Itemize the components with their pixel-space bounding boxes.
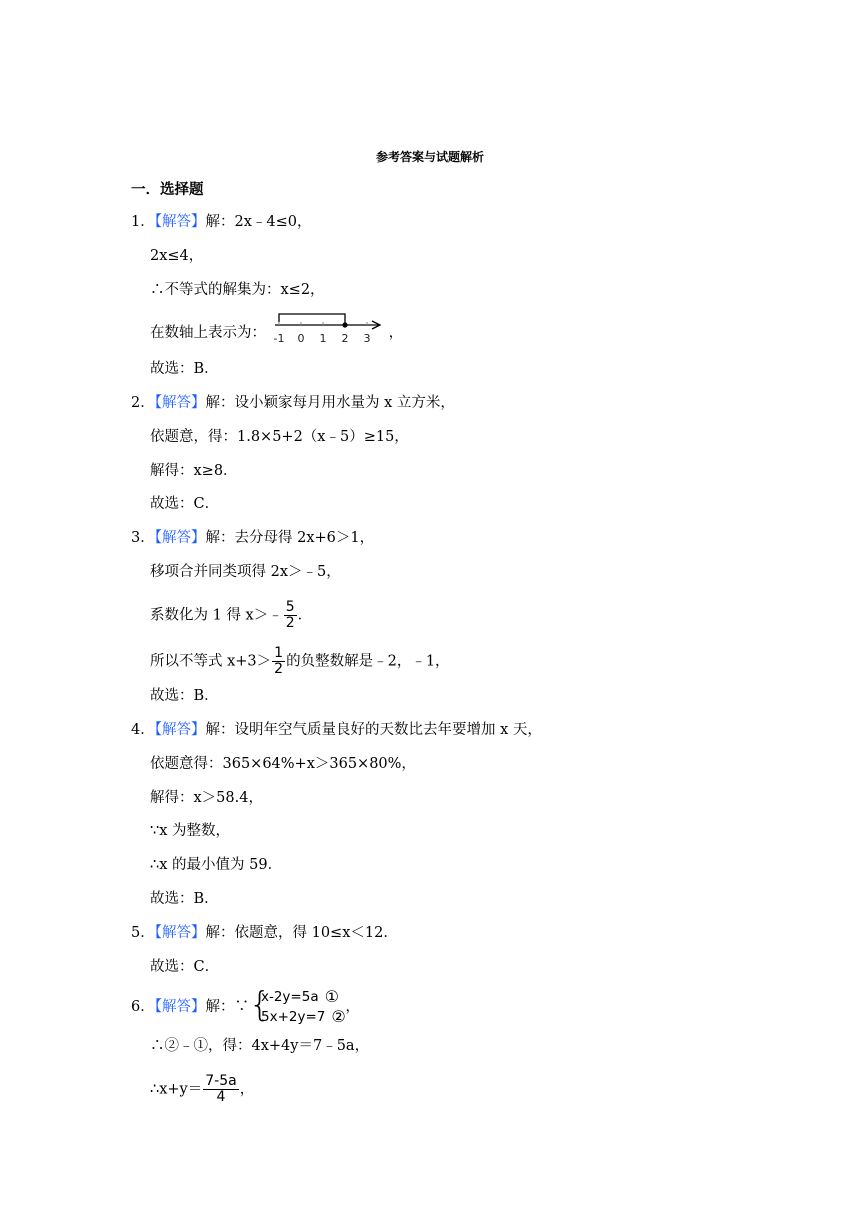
answer-tag: 【解答】 xyxy=(154,395,206,411)
q1-line-2: 2x≤4， xyxy=(150,248,204,264)
axis-label: 1 xyxy=(319,332,327,345)
answer-tag: 【解答】 xyxy=(154,999,206,1015)
section-heading: 一．选择题 xyxy=(131,182,204,198)
q1-text-4-end: ， xyxy=(388,325,404,341)
fraction-denominator: 4 xyxy=(216,1089,226,1105)
q3-text-4: 所以不等式 x+3＞ xyxy=(150,653,272,670)
q1-line-4 xyxy=(150,319,403,347)
q2-number: 2． xyxy=(131,395,155,411)
q1-line-3: ∴不等式的解集为：x≤2， xyxy=(150,282,325,298)
q4-number: 4． xyxy=(131,722,155,738)
answer-tag: 【解答】 xyxy=(154,214,206,230)
q4-line-3: 解得：x＞58.4， xyxy=(150,790,263,806)
q4-text-1: 解：设明年空气质量良好的天数比去年要增加 x 天， xyxy=(205,722,542,738)
q6-text-1: 解：∵ xyxy=(205,999,249,1015)
q2-line-2: 依题意，得：1.8×5+2（x﹣5）≥15， xyxy=(150,429,409,445)
q6-text-3-end: ， xyxy=(239,1081,255,1098)
q4-line-6: 故选：B． xyxy=(150,891,219,907)
brace-icon: { xyxy=(248,985,271,1025)
q2-line-4: 故选：C． xyxy=(150,496,220,512)
q6-line-2: ∴②﹣①，得：4x+4y＝7﹣5a， xyxy=(150,1038,370,1054)
q1-line-5: 故选：B． xyxy=(150,361,219,377)
q1-text-1: 解：2x﹣4≤0， xyxy=(205,214,312,230)
fraction-numerator: 1 xyxy=(274,645,284,661)
q3-text-3-end: ． xyxy=(297,607,313,624)
fraction xyxy=(203,1074,238,1105)
q4-line-5: ∴x 的最小值为 59． xyxy=(150,857,283,873)
q2-line-1 xyxy=(131,393,455,413)
q6-line-3 xyxy=(150,1074,254,1105)
q1-line-1 xyxy=(131,212,312,232)
q2-text-1: 解：设小颖家每月用水量为 x 立方米， xyxy=(205,395,455,411)
fraction xyxy=(284,600,297,631)
q3-line-4 xyxy=(150,646,450,677)
axis-label: 0 xyxy=(297,332,305,345)
q5-text-1: 解：依题意，得 10≤x＜12． xyxy=(205,925,398,941)
q4-line-2: 依题意得：365×64%+x＞365×80%， xyxy=(150,756,416,772)
answer-tag: 【解答】 xyxy=(154,530,206,546)
q5-number: 5． xyxy=(131,925,155,941)
q1-number: 1． xyxy=(131,214,155,230)
fraction xyxy=(272,646,285,677)
answer-tag: 【解答】 xyxy=(154,722,206,738)
equation-2-tag: ② xyxy=(331,1007,346,1026)
q6-text-1-end: ， xyxy=(345,999,360,1015)
q3-line-3 xyxy=(150,600,312,631)
equation-1-tag: ① xyxy=(324,987,339,1006)
q6-line-1 xyxy=(131,984,360,1030)
axis-label: 2 xyxy=(341,332,349,345)
answer-tag: 【解答】 xyxy=(154,925,206,941)
fraction-numerator: 7-5a xyxy=(205,1073,237,1089)
q5-line-1 xyxy=(131,923,398,943)
page-title: 参考答案与试题解析 xyxy=(375,150,484,164)
q2-line-3: 解得：x≥8． xyxy=(150,463,238,479)
q3-line-1 xyxy=(131,528,374,548)
fraction-denominator: 2 xyxy=(285,615,295,631)
q6-number: 6． xyxy=(131,999,155,1015)
q3-number: 3． xyxy=(131,530,155,546)
q5-line-2: 故选：C． xyxy=(150,959,220,975)
q3-text-3: 系数化为 1 得 x＞﹣ xyxy=(150,607,283,624)
axis-label: 3 xyxy=(363,332,371,345)
axis-label: -1 xyxy=(273,332,285,345)
q1-text-4: 在数轴上表示为： xyxy=(150,325,266,341)
q3-text-4-end: 的负整数解是﹣2，﹣1， xyxy=(286,653,450,670)
equation-2: 5x+2y=7 xyxy=(260,1009,326,1025)
number-line-figure xyxy=(271,311,389,347)
equation-1: x-2y=5a xyxy=(260,989,319,1005)
q3-line-5: 故选：B． xyxy=(150,688,219,704)
fraction-denominator: 2 xyxy=(274,661,284,677)
q3-line-2: 移项合并同类项得 2x＞﹣5， xyxy=(150,564,341,580)
q4-line-1 xyxy=(131,720,542,740)
q4-line-4: ∵x 为整数， xyxy=(150,823,231,839)
equation-system xyxy=(249,987,345,1027)
q6-text-3: ∴x+y＝ xyxy=(150,1081,203,1098)
fraction-numerator: 5 xyxy=(285,599,295,615)
q3-text-1: 解：去分母得 2x+6＞1， xyxy=(205,530,375,546)
